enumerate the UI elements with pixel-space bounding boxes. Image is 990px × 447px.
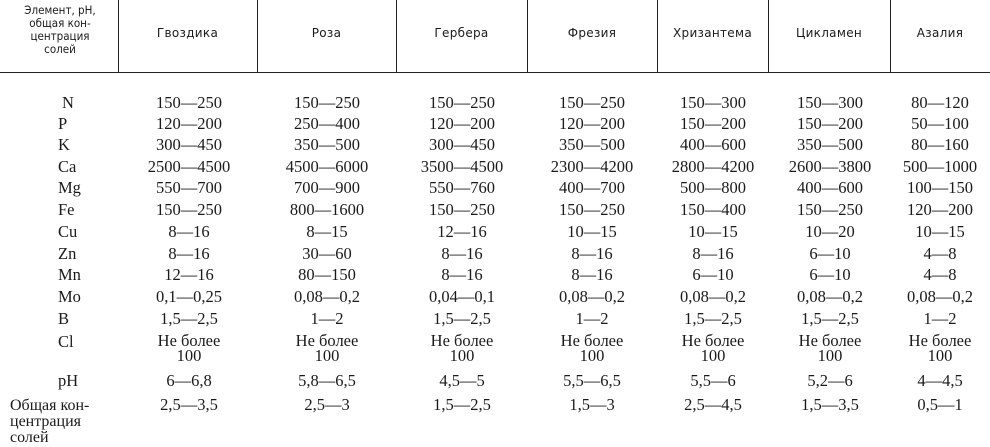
table-cell: 3500—4500	[420, 157, 504, 176]
column-header: Азалия	[916, 26, 964, 40]
table-cell	[658, 333, 768, 363]
header-first-line: общая кон-	[29, 16, 91, 30]
table-cell: 150—400	[680, 200, 746, 219]
table-cell: 2500—4500	[147, 157, 231, 176]
table-cell: 5,2—6	[807, 371, 853, 390]
row-label: B	[58, 309, 70, 328]
table-cell: 4—4,5	[917, 371, 963, 390]
table-cell: 550—760	[429, 178, 495, 197]
table-cell: 4—8	[923, 244, 957, 263]
table-cell: 1,5—2,5	[684, 309, 742, 328]
table-cell: 8—16	[168, 222, 210, 241]
table-cell	[258, 333, 396, 363]
table-cell: 1,5—2,5	[433, 309, 491, 328]
table-cell: 1,5—3	[569, 395, 615, 414]
table-cell: 150—250	[797, 200, 863, 219]
row-label: Mg	[58, 178, 81, 197]
header-first-line: центрация	[30, 29, 90, 43]
table-cell: 6—10	[692, 265, 734, 284]
header-first-column	[6, 4, 114, 56]
table-cell: 150—300	[797, 93, 863, 112]
cell-line: Не более	[798, 331, 862, 350]
table-cell: 500—1000	[902, 157, 978, 176]
table-cell: 0,08—0,2	[559, 287, 625, 306]
table-cell	[527, 333, 657, 363]
row-label: Cu	[58, 222, 78, 241]
table-cell: 400—600	[680, 135, 746, 154]
table-cell: 150—250	[156, 93, 222, 112]
table-cell: 150—250	[429, 200, 495, 219]
table-cell: 12—16	[437, 222, 487, 241]
table-cell: 1—2	[310, 309, 344, 328]
table-cell: 1,5—2,5	[160, 309, 218, 328]
table-cell: 250—400	[294, 114, 360, 133]
row-label: N	[62, 93, 74, 112]
row-label: K	[58, 135, 70, 154]
table-cell: 8—16	[692, 244, 734, 263]
row-label: P	[58, 114, 68, 133]
row-label: pH	[58, 371, 79, 390]
row-label: Ca	[58, 157, 77, 176]
table-cell: 150—250	[156, 200, 222, 219]
column-header: Гвоздика	[156, 26, 219, 40]
header-rule	[0, 72, 990, 73]
table-cell: 2800—4200	[671, 157, 755, 176]
table-cell: 800—1600	[289, 200, 365, 219]
table-cell: 0,08—0,2	[907, 287, 973, 306]
table-cell: 50—100	[911, 114, 969, 133]
cell-line: 100	[817, 346, 843, 365]
table-cell: 2600—3800	[788, 157, 872, 176]
table-cell: 6—10	[809, 244, 851, 263]
cell-line: Не более	[295, 331, 359, 350]
table-cell: 4—8	[923, 265, 957, 284]
cell-line: 100	[700, 346, 726, 365]
table-cell: 12—16	[164, 265, 214, 284]
table-cell: 300—450	[156, 135, 222, 154]
table-cell: 10—20	[805, 222, 855, 241]
table-cell: 4,5—5	[439, 371, 485, 390]
table-cell: 30—60	[302, 244, 352, 263]
column-header: Роза	[311, 26, 342, 40]
table-cell: 700—900	[294, 178, 360, 197]
table-cell: 80—150	[298, 265, 356, 284]
table-cell: 150—250	[559, 200, 625, 219]
cell-line: Не более	[908, 331, 972, 350]
table-cell: 2300—4200	[550, 157, 634, 176]
table-cell: 5,5—6,5	[563, 371, 621, 390]
cell-line: 100	[176, 346, 202, 365]
table-cell: 8—15	[306, 222, 348, 241]
table-cell: 0,08—0,2	[797, 287, 863, 306]
table-cell	[397, 333, 527, 363]
table-cell: 350—500	[797, 135, 863, 154]
column-header: Цикламен	[795, 26, 863, 40]
table-cell: 120—200	[429, 114, 495, 133]
table-cell: 2,5—3,5	[160, 395, 218, 414]
table-cell: 0,04—0,1	[429, 287, 495, 306]
table-cell: 100—150	[907, 178, 973, 197]
cell-line: Не более	[681, 331, 745, 350]
column-header: Хризантема	[673, 26, 752, 40]
table-cell: 350—500	[559, 135, 625, 154]
last-row-label-line: солей	[10, 429, 49, 446]
table-cell: 1—2	[575, 309, 609, 328]
column-header: Фрезия	[567, 26, 617, 40]
table-cell: 0,5—1	[917, 395, 963, 414]
row-label: Cl	[58, 332, 74, 351]
table-cell: 0,08—0,2	[294, 287, 360, 306]
cell-line: 100	[449, 346, 475, 365]
column-header: Гербера	[434, 26, 489, 40]
table-cell: 10—15	[688, 222, 738, 241]
table-cell: 2,5—4,5	[684, 395, 742, 414]
table-cell: 1—2	[923, 309, 957, 328]
table-cell: 80—160	[911, 135, 969, 154]
cell-line: 100	[314, 346, 340, 365]
table-cell: 8—16	[571, 265, 613, 284]
last-row-label-line: Общая кон-	[10, 397, 90, 414]
table-cell	[770, 333, 890, 363]
table-cell: 8—16	[571, 244, 613, 263]
table-cell: 150—250	[429, 93, 495, 112]
table-cell: 8—16	[168, 244, 210, 263]
table-cell: 400—700	[559, 178, 625, 197]
cell-line: 100	[579, 346, 605, 365]
table-cell: 0,1—0,25	[156, 287, 222, 306]
table-cell: 10—15	[915, 222, 965, 241]
table-cell: 120—200	[156, 114, 222, 133]
row-label: Mn	[58, 265, 81, 284]
cell-line: Не более	[157, 331, 221, 350]
table-cell: 400—600	[797, 178, 863, 197]
cell-line: Не более	[430, 331, 494, 350]
table-cell: 150—200	[797, 114, 863, 133]
table-cell: 0,08—0,2	[680, 287, 746, 306]
table-cell: 120—200	[907, 200, 973, 219]
table-cell: 4500—6000	[285, 157, 369, 176]
table-cell: 350—500	[294, 135, 360, 154]
table-cell: 300—450	[429, 135, 495, 154]
table-cell: 6—6,8	[166, 371, 212, 390]
header-first-line: Элемент, pH,	[24, 3, 96, 17]
table-cell: 1,5—3,5	[801, 395, 859, 414]
header-first-line: солей	[44, 42, 76, 56]
table-cell	[890, 333, 990, 363]
table-cell: 80—120	[911, 93, 969, 112]
cell-line: 100	[927, 346, 953, 365]
table-cell: 150—300	[680, 93, 746, 112]
table-cell: 550—700	[156, 178, 222, 197]
table-cell: 2,5—3	[304, 395, 350, 414]
table-cell: 150—250	[294, 93, 360, 112]
table-cell: 8—16	[441, 265, 483, 284]
table-header	[0, 0, 990, 72]
table-cell: 1,5—2,5	[433, 395, 491, 414]
last-row-label-line: центрация	[10, 413, 81, 430]
table-cell: 120—200	[559, 114, 625, 133]
table-cell: 500—800	[680, 178, 746, 197]
table-cell: 150—200	[680, 114, 746, 133]
table-cell: 6—10	[809, 265, 851, 284]
row-label: Mo	[58, 287, 81, 306]
last-row-label	[10, 398, 89, 446]
table-cell	[120, 333, 258, 363]
table-cell: 8—16	[441, 244, 483, 263]
table-cell: 10—15	[567, 222, 617, 241]
row-label: Zn	[58, 244, 77, 263]
table-cell: 5,8—6,5	[298, 371, 356, 390]
row-label: Fe	[58, 200, 75, 219]
table-cell: 150—250	[559, 93, 625, 112]
table-cell: 5,5—6	[690, 371, 736, 390]
table-cell: 1,5—2,5	[801, 309, 859, 328]
cell-line: Не более	[560, 331, 624, 350]
